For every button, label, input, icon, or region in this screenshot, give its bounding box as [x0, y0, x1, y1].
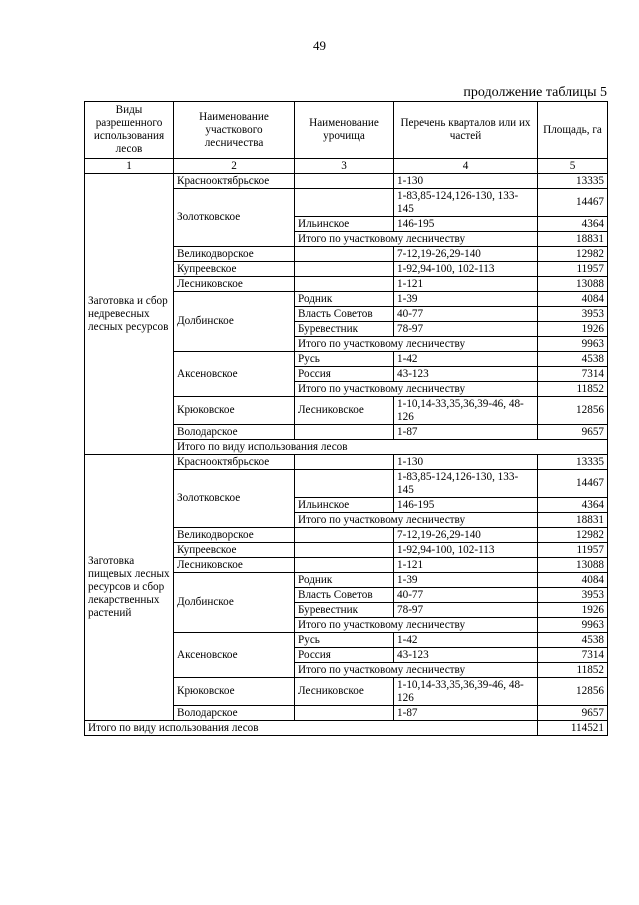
area-cell: 12982	[538, 528, 608, 543]
area-cell: 4084	[538, 573, 608, 588]
subtotal-label: Итого по участковому лесничеству	[295, 618, 538, 633]
quarters-cell: 43-123	[394, 367, 538, 382]
quarters-cell: 78-97	[394, 603, 538, 618]
area-cell: 13088	[538, 558, 608, 573]
subtotal-label: Итого по участковому лесничеству	[295, 382, 538, 397]
quarters-cell: 78-97	[394, 322, 538, 337]
table-continuation-caption: продолжение таблицы 5	[463, 85, 607, 100]
header-row	[85, 102, 608, 159]
header-quarters: Перечень кварталов или их частей	[394, 102, 538, 159]
forestry-cell: Краснооктябрьское	[174, 455, 295, 470]
forestry-cell: Володарское	[174, 706, 295, 721]
column-number: 2	[174, 159, 295, 174]
area-cell: 3953	[538, 307, 608, 322]
tract-cell: Власть Советов	[295, 307, 394, 322]
column-number: 5	[538, 159, 608, 174]
tract-cell	[295, 277, 394, 292]
area-cell: 7314	[538, 367, 608, 382]
forest-use-table	[84, 101, 608, 736]
subtotal-label: Итого по участковому лесничеству	[295, 513, 538, 528]
area-cell: 9657	[538, 706, 608, 721]
tract-cell: Родник	[295, 292, 394, 307]
quarters-cell: 43-123	[394, 648, 538, 663]
forestry-cell: Купреевское	[174, 543, 295, 558]
area-cell: 1926	[538, 322, 608, 337]
tract-cell: Русь	[295, 633, 394, 648]
table-row	[85, 174, 608, 189]
area-cell: 14467	[538, 470, 608, 498]
tract-cell: Буревестник	[295, 322, 394, 337]
header-forestry: Наименование участкового лесничества	[174, 102, 295, 159]
area-cell: 4538	[538, 352, 608, 367]
tract-cell: Россия	[295, 648, 394, 663]
tract-cell: Лесниковское	[295, 678, 394, 706]
forestry-cell: Крюковское	[174, 397, 295, 425]
quarters-cell: 1-87	[394, 706, 538, 721]
tract-cell: Россия	[295, 367, 394, 382]
forestry-cell: Лесниковское	[174, 558, 295, 573]
tract-cell	[295, 528, 394, 543]
area-cell: 7314	[538, 648, 608, 663]
tract-cell	[295, 189, 394, 217]
forestry-cell: Купреевское	[174, 262, 295, 277]
tract-cell	[295, 470, 394, 498]
section-total-label: Итого по виду использования лесов	[174, 440, 608, 455]
area-cell: 14467	[538, 189, 608, 217]
table-row	[85, 455, 608, 470]
quarters-cell: 7-12,19-26,29-140	[394, 528, 538, 543]
header-use-type: Виды разрешенного использования лесов	[85, 102, 174, 159]
header-tract: Наименование урочища	[295, 102, 394, 159]
area-cell: 18831	[538, 232, 608, 247]
column-number: 4	[394, 159, 538, 174]
area-cell: 18831	[538, 513, 608, 528]
area-cell: 11957	[538, 543, 608, 558]
area-cell: 4364	[538, 217, 608, 232]
area-cell: 13335	[538, 174, 608, 189]
quarters-cell: 146-195	[394, 498, 538, 513]
tract-cell	[295, 455, 394, 470]
tract-cell	[295, 425, 394, 440]
area-cell: 3953	[538, 588, 608, 603]
quarters-cell: 1-130	[394, 455, 538, 470]
quarters-cell: 1-42	[394, 352, 538, 367]
tract-cell: Лесниковское	[295, 397, 394, 425]
forestry-cell: Великодворское	[174, 528, 295, 543]
tract-cell	[295, 706, 394, 721]
tract-cell	[295, 174, 394, 189]
tract-cell: Ильинское	[295, 217, 394, 232]
section-total-area: 114521	[538, 721, 608, 736]
quarters-cell: 40-77	[394, 588, 538, 603]
subtotal-label: Итого по участковому лесничеству	[295, 663, 538, 678]
page-number: 49	[313, 38, 326, 53]
area-cell: 9963	[538, 618, 608, 633]
tract-cell	[295, 543, 394, 558]
tract-cell: Родник	[295, 573, 394, 588]
forestry-cell: Аксеновское	[174, 633, 295, 678]
area-cell: 13335	[538, 455, 608, 470]
area-cell: 12982	[538, 247, 608, 262]
quarters-cell: 1-130	[394, 174, 538, 189]
quarters-cell: 146-195	[394, 217, 538, 232]
quarters-cell: 7-12,19-26,29-140	[394, 247, 538, 262]
area-cell: 12856	[538, 678, 608, 706]
quarters-cell: 1-83,85-124,126-130, 133-145	[394, 189, 538, 217]
area-cell: 1926	[538, 603, 608, 618]
tract-cell	[295, 247, 394, 262]
tract-cell: Власть Советов	[295, 588, 394, 603]
tract-cell	[295, 262, 394, 277]
column-number-row	[85, 159, 608, 174]
area-cell: 11852	[538, 382, 608, 397]
quarters-cell: 1-92,94-100, 102-113	[394, 543, 538, 558]
forestry-cell: Долбинское	[174, 292, 295, 352]
forestry-cell: Золотковское	[174, 189, 295, 247]
forestry-cell: Володарское	[174, 425, 295, 440]
area-cell: 4538	[538, 633, 608, 648]
section-total-label: Итого по виду использования лесов	[85, 721, 538, 736]
subtotal-label: Итого по участковому лесничеству	[295, 232, 538, 247]
forestry-cell: Долбинское	[174, 573, 295, 633]
quarters-cell: 1-92,94-100, 102-113	[394, 262, 538, 277]
area-cell: 4084	[538, 292, 608, 307]
area-cell: 11957	[538, 262, 608, 277]
tract-cell: Ильинское	[295, 498, 394, 513]
area-cell: 9657	[538, 425, 608, 440]
quarters-cell: 1-39	[394, 292, 538, 307]
quarters-cell: 1-121	[394, 277, 538, 292]
forestry-cell: Крюковское	[174, 678, 295, 706]
area-cell: 13088	[538, 277, 608, 292]
use-type-cell: Заготовка и сбор недревесных лесных ресурсов	[85, 174, 174, 455]
quarters-cell: 1-39	[394, 573, 538, 588]
forestry-cell: Великодворское	[174, 247, 295, 262]
header-area: Площадь, га	[538, 102, 608, 159]
area-cell: 4364	[538, 498, 608, 513]
area-cell: 12856	[538, 397, 608, 425]
tract-cell	[295, 558, 394, 573]
tract-cell: Буревестник	[295, 603, 394, 618]
use-type-cell: Заготовка пищевых лесных ресурсов и сбор лекарственных растений	[85, 455, 174, 721]
tract-cell: Русь	[295, 352, 394, 367]
quarters-cell: 1-42	[394, 633, 538, 648]
quarters-cell: 1-121	[394, 558, 538, 573]
forestry-cell: Аксеновское	[174, 352, 295, 397]
quarters-cell: 1-83,85-124,126-130, 133-145	[394, 470, 538, 498]
forestry-cell: Краснооктябрьское	[174, 174, 295, 189]
section-total-row	[85, 721, 608, 736]
forestry-cell: Золотковское	[174, 470, 295, 528]
column-number: 1	[85, 159, 174, 174]
quarters-cell: 1-10,14-33,35,36,39-46, 48-126	[394, 678, 538, 706]
quarters-cell: 1-10,14-33,35,36,39-46, 48-126	[394, 397, 538, 425]
area-cell: 9963	[538, 337, 608, 352]
quarters-cell: 1-87	[394, 425, 538, 440]
area-cell: 11852	[538, 663, 608, 678]
forestry-cell: Лесниковское	[174, 277, 295, 292]
subtotal-label: Итого по участковому лесничеству	[295, 337, 538, 352]
column-number: 3	[295, 159, 394, 174]
quarters-cell: 40-77	[394, 307, 538, 322]
